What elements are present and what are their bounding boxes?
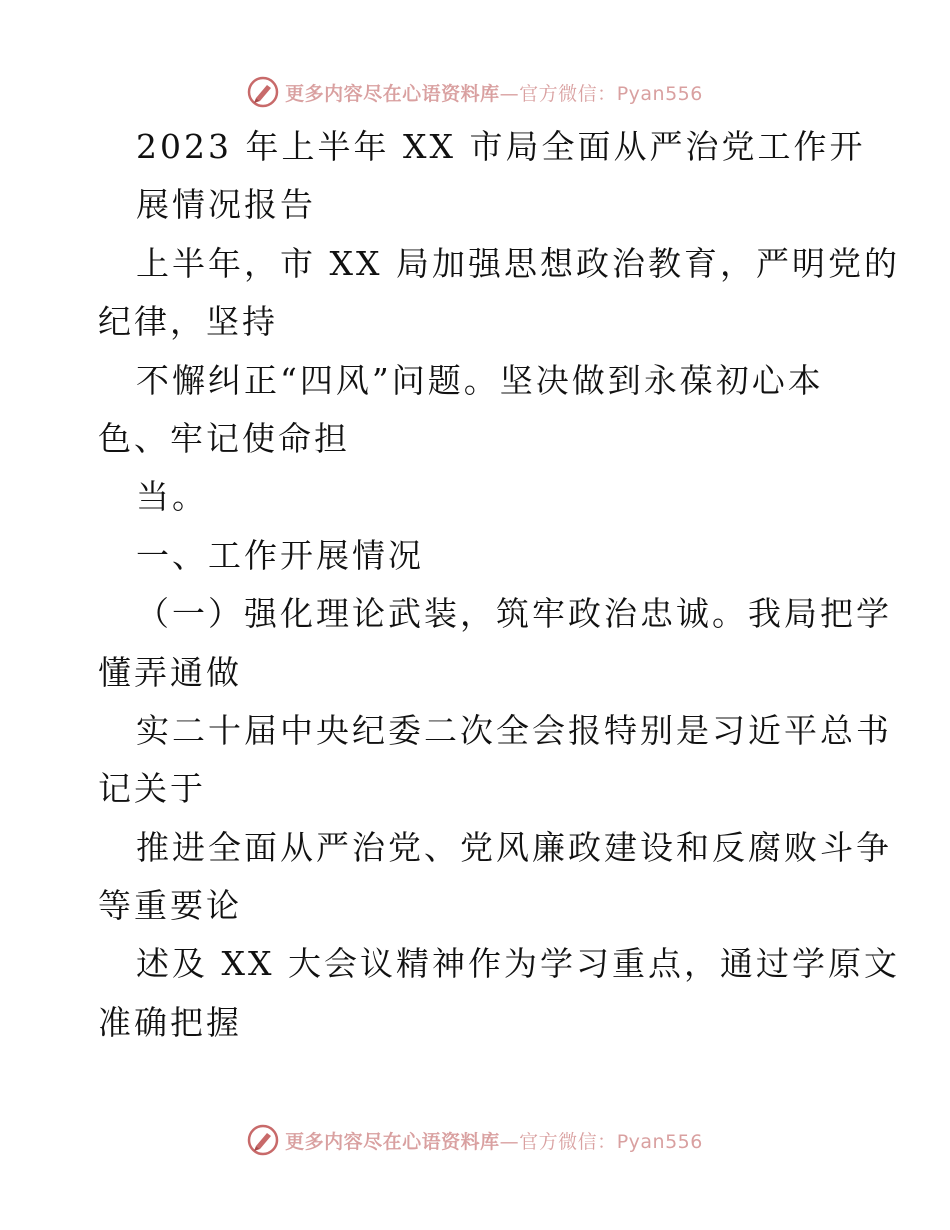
banner-sep: —官方微信： <box>499 82 617 105</box>
paragraph-line: 纪律，坚持 <box>98 302 278 342</box>
section-heading: 一、工作开展情况 <box>136 535 424 575</box>
pen-logo-icon <box>247 1124 279 1156</box>
paragraph-line: 准确把握 <box>98 1002 242 1042</box>
paragraph-line: 懂弄通做 <box>98 652 242 692</box>
paragraph-line: 实二十届中央纪委二次全会报特别是习近平总书 <box>136 710 892 750</box>
title-line-2: 展情况报告 <box>136 185 316 225</box>
paragraph-line: 色、牢记使命担 <box>98 418 350 458</box>
banner-id: Pyan556 <box>616 1130 703 1153</box>
footer-banner <box>0 1120 950 1160</box>
paragraph-line: 上半年，市 XX 局加强思想政治教育，严明党的 <box>136 243 900 283</box>
paragraph-line: 述及 XX 大会议精神作为学习重点，通过学原文 <box>136 944 900 984</box>
paragraph-line: 当。 <box>136 477 208 517</box>
banner-text <box>285 1127 703 1154</box>
banner-id: Pyan556 <box>616 82 703 105</box>
banner-text <box>285 79 703 106</box>
document-body <box>98 118 900 1052</box>
paragraph-line: 等重要论 <box>98 886 242 926</box>
paragraph-line: 推进全面从严治党、党风廉政建设和反腐败斗争 <box>136 827 892 867</box>
paragraph-line: （一）强化理论武装，筑牢政治忠诚。我局把学 <box>136 594 892 634</box>
banner-main: 更多内容尽在心语资料库 <box>285 82 500 105</box>
banner-sep: —官方微信： <box>499 1130 617 1153</box>
header-banner <box>0 72 950 112</box>
pen-logo-icon <box>247 76 279 108</box>
paragraph-line: 记关于 <box>98 769 206 809</box>
title-line-1: 2023 年上半年 XX 市局全面从严治党工作开 <box>136 127 866 166</box>
banner-main: 更多内容尽在心语资料库 <box>285 1130 500 1153</box>
paragraph-line: 不懈纠正“四风”问题。坚决做到永葆初心本 <box>136 360 824 400</box>
